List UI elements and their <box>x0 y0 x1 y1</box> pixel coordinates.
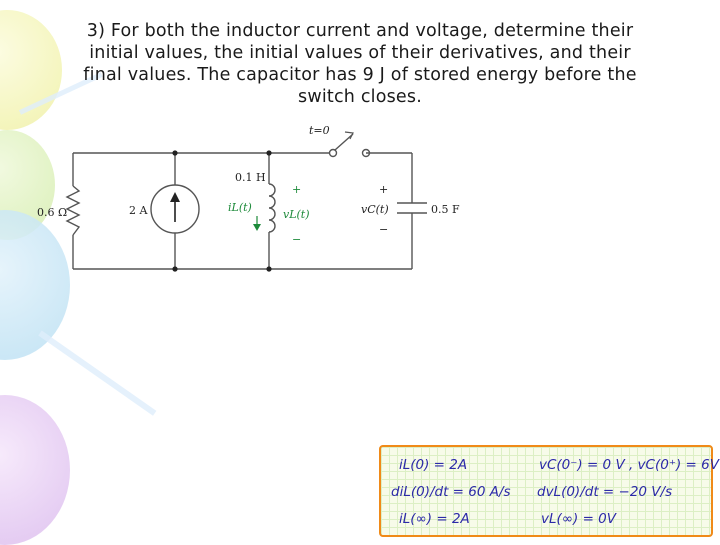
solution-box <box>379 445 719 537</box>
question-text <box>30 20 690 108</box>
capacitor-voltage-label: vC(t) <box>361 203 389 216</box>
inductor-minus: − <box>292 233 302 246</box>
capacitor-plus: + <box>379 183 389 196</box>
solution-diL: diL(0)/dt = 60 A/s <box>391 484 511 500</box>
solution-vC: vC(0⁻) = 0 V , vC(0⁺) = 6V <box>539 457 719 473</box>
solution-dvL: dvL(0)/dt = −20 V/s <box>537 484 673 500</box>
source-label: 2 A <box>129 204 148 217</box>
inductor-plus: + <box>292 183 302 196</box>
solution-iLinf: iL(∞) = 2A <box>399 511 470 527</box>
solution-vLinf: vL(∞) = 0V <box>541 511 617 527</box>
switch-label: t=0 <box>309 124 330 137</box>
question-line: final values. The capacitor has 9 J of stored energy before the <box>83 65 637 85</box>
inductor-voltage-label: vL(t) <box>283 208 310 221</box>
decorative-balloon-pink <box>0 395 70 545</box>
resistor-label: 0.6 Ω <box>37 206 68 219</box>
circuit-diagram <box>33 120 473 285</box>
decorative-streak <box>38 331 156 416</box>
question-line: switch closes. <box>298 87 422 107</box>
inductor-current-label: iL(t) <box>228 201 252 214</box>
question-line: initial values, the initial values of their derivatives, and their <box>89 43 631 63</box>
capacitor-minus: − <box>379 223 389 236</box>
inductance-label: 0.1 H <box>235 171 266 184</box>
question-line: 3) For both the inductor current and voltage, determine their <box>86 21 634 41</box>
capacitance-label: 0.5 F <box>431 203 460 216</box>
solution-iL0: iL(0) = 2A <box>399 457 468 473</box>
